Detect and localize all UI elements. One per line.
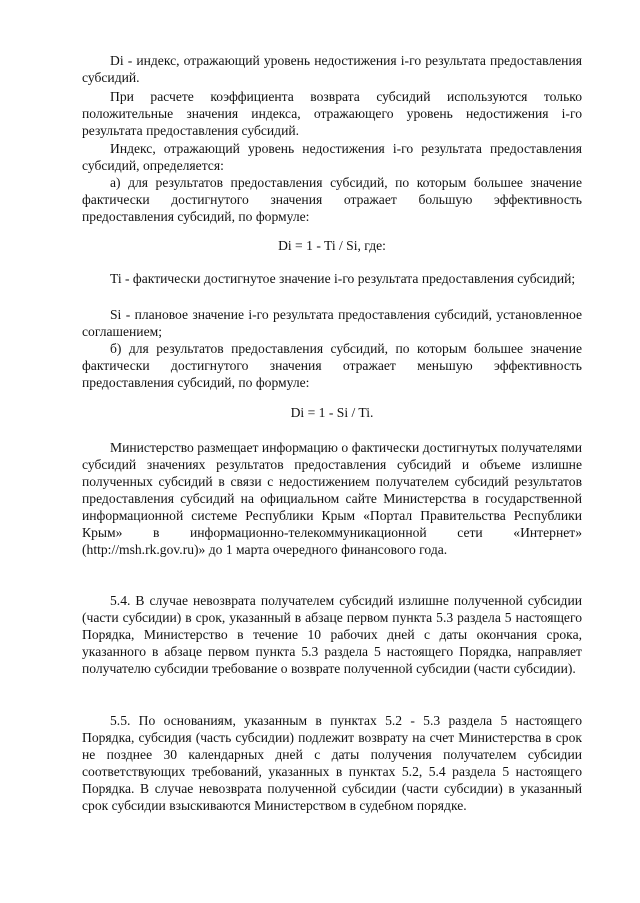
text-ti-definition: Ti - фактически достигнутое значение i-го результата предоставления субсидий; bbox=[110, 271, 576, 286]
paragraph-case-a bbox=[82, 174, 582, 225]
paragraph-ministry-publishes bbox=[82, 439, 582, 558]
formula-2-text: Di = 1 - Si / Ti. bbox=[290, 405, 374, 420]
text-ministry-publishes: Министерство размещает информацию о фактически достигнутых получателями субсидий значениях результатов предоставления субсидий и объеме излишне полученных субсидий в связи с недостижением получателем субсидий результатов предоставления субсидий на официальном сайте Министерства в государственной информационной системе Республики Крым «Портал Правительства Республики Крым» в информационно-телекоммуникационной сети «Интернет» (http://msh.rk.gov.ru)» до 1 марта очередного финансового года. bbox=[82, 440, 582, 557]
paragraph-ti-definition bbox=[82, 270, 582, 287]
text-di-definition: Di - индекс, отражающий уровень недостижения i-го результата предоставления субсидий. bbox=[82, 53, 582, 85]
text-case-a: а) для результатов предоставления субсидий, по которым большее значение фактически достигнутого значения отражает большую эффективность предоставления субсидий, по формуле: bbox=[82, 175, 582, 224]
paragraph-index-determined bbox=[82, 140, 582, 174]
text-case-b: б) для результатов предоставления субсидий, по которым большее значение фактически достигнутого значения отражает меньшую эффективность предоставления субсидий, по формуле: bbox=[82, 341, 582, 390]
paragraph-5-4 bbox=[82, 592, 582, 677]
text-si-definition: Si - плановое значение i-го результата предоставления субсидий, установленное соглашением; bbox=[82, 307, 582, 339]
paragraph-index-di bbox=[82, 52, 582, 86]
paragraph-case-b bbox=[82, 340, 582, 391]
formula-1-text: Di = 1 - Ti / Si, где: bbox=[278, 238, 386, 253]
formula-1 bbox=[82, 237, 582, 254]
paragraph-positive-values bbox=[82, 88, 582, 139]
formula-2 bbox=[82, 404, 582, 421]
text-positive-values: При расчете коэффициента возврата субсидий используются только положительные значения индекса, отражающего уровень недостижения i-го результата предоставления субсидий. bbox=[82, 89, 582, 138]
paragraph-5-5 bbox=[82, 712, 582, 814]
text-5-5: 5.5. По основаниям, указанным в пунктах 5.2 - 5.3 раздела 5 настоящего Порядка, субсидия (часть субсидии) подлежит возврату на счет Министерства в срок не позднее 30 календарных дней с даты получения получателем субсидии соответствующих требований, указанных в пунктах 5.2, 5.4 раздела 5 настоящего Порядка. В случае невозврата полученной субсидии (части субсидии) в указанный срок субсидии взыскиваются Министерством в судебном порядке. bbox=[82, 713, 582, 813]
text-index-determined: Индекс, отражающий уровень недостижения i-го результата предоставления субсидий, определяется: bbox=[82, 141, 582, 173]
text-5-4: 5.4. В случае невозврата получателем субсидий излишне полученной субсидии (части субсидии) в срок, указанный в абзаце первом пункта 5.3 раздела 5 настоящего Порядка, Министерство в течение 10 рабочих дней с даты окончания срока, указанного в абзаце первом пункта 5.3 раздела 5 настоящего Порядка, направляет получателю субсидии требование о возврате полученной субсидии (части субсидии). bbox=[82, 593, 582, 676]
paragraph-si-definition bbox=[82, 306, 582, 340]
